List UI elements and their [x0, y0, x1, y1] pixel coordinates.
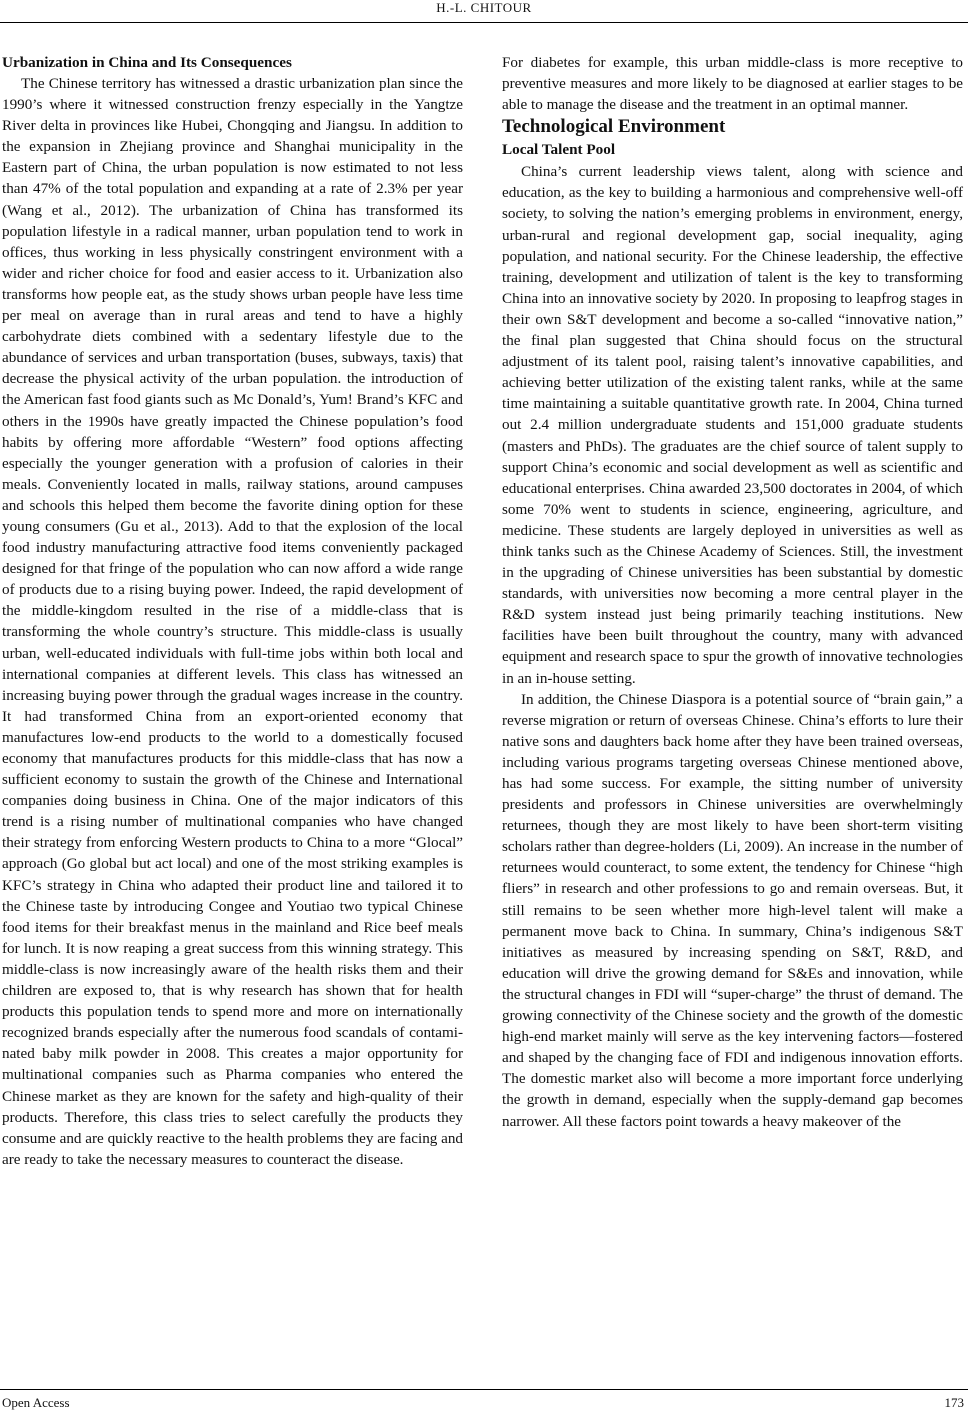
subheading-local-talent-pool: Local Talent Pool	[502, 141, 616, 159]
running-head: H.-L. CHITOUR	[436, 0, 532, 15]
body-paragraph: In addition, the Chinese Diaspora is a potential source of “brain gain,” a reverse migration or return of overseas Chinese. China’s efforts to lure their native sons and daughters back home after they have been trained overseas, including various programs targeting overseas Chinese mentioned above, has had some success. For example, the sitting number of university presidents and professors in Chinese universities are overwhelmingly returnees, though they are most likely to have been short-term visiting scholars rather than degree-holders (Li, 2009). An increase in the number of returnees would counteract, to some extent, the tendency for Chinese “high fliers” in research and other professions to go and remain overseas. But, it still remains to be seen whether more high-level talent will make a permanent move back to China. In summary, China’s indigenous S&T initiatives as measured by increasing spending on S&T, R&D, and education will drive the growing demand for S&Es and innovation, while the structural changes in FDI will “super-charge” the thrust of demand. The growing connectivity of the Chinese society and the growth of the domestic high-end market mainly will serve as the key intervening factors—fostered and shaped by the changing face of FDI and indigenous innovation efforts. The domestic market also will become a more important force underlying the growth in demand, especially when the supply-demand gap becomes narrower. All these factors point towards a heavy makeover of the	[502, 690, 963, 1130]
footer-journal-label: Open Access	[2, 1395, 70, 1410]
section-heading-urbanization: Urbanization in China and Its Consequences	[2, 54, 292, 71]
page-number: 173	[944, 1395, 964, 1410]
body-paragraph: China’s current leadership views talent, along with science and education, as the key to building a harmonious and comprehensive well-off society, to solving the nation’s emerging problems in environment, energy, urban-rural and regional development gap, social inequality, aging population, and national security. For the Chinese leadership, the effective training, development and utilization of talent is the key to transforming China into an innovative society by 2020. In proposing to leapfrog stages in their own S&T development and become a so-called “innovative nation,” the final plan suggested that China should focus on the structural adjustment of its talent pool, raising talent’s innovative capabilities, and achieving better utilization of the existing talent ranks, while at the same time maintaining a suitable quantitative growth rate. In 2004, China turned out 2.4 million undergraduate students and 151,000 graduate students (masters and PhDs). The graduates are the chief source of talent supply to support China’s economic and social development as well as scientific and educational enterprises. China awarded 23,500 doctorates in 2004, of which some 70% went to students in science, engineering, agriculture, and medicine. These students are largely deployed in universities as well as think tanks such as the Chinese Academy of Sciences. Still, the investment in the upgrading of Chinese universities has been substantial by domestic standards, with universities now becoming a more central player in the R&D system instead just being primarily teaching institutions. New facilities have been built throughout the country, many with advanced equipment and research space to spur the growth of innovative technologies in an in-house setting.	[502, 163, 963, 687]
body-paragraph: The Chinese territory has witnessed a drastic urbanization plan since the 1990’s where it witnessed construction frenzy especially in the Yangtze River delta in provinces like Hubei, Chongqing and Jiangsu. In addition to the expansion in Zhejiang province and Shanghai municipality in the Eastern part of China, the urban population is now estimated to not less than 47% of the total population and expanding at a rate of 2.3% per year (Wang et al., 2012). The urbanization of China has transformed its population lifestyle in a radical manner, urban population tend to work in offices, thus working in less physically constringent environment with a wider and richer choice for food and easier access to it. Urbanization also transforms how people eat, as the study shows urban people have less time per meal on average than in rural areas and tend to have a highly carbohydrate diets combined with a sedentary lifestyle due to the abundance of services and urban transportation (buses, subways, taxis) that decrease the physical activity of the urban population. the introduction of the American fast food giants such as Mc Donald’s, Yum! Brand’s KFC and others in the 1990s have greatly impacted the Chinese population’s food habits by offering more affordable “Western” food options affecting especially the younger generation with a profusion of calories in their meals. Conveniently located in malls, railway stations, around campuses and schools this helped them become the favorite dining option for these young consumers (Gu et al., 2013). Add to that the explosion of the local food industry manufacturing attractive food items conveniently packaged designed for that fringe of the population who can now afford a wide range of products due to a rising buying power. Indeed, the rapid development of the middle-kingdom resulted in the rise of a middle-class that is transforming the whole country’s structure. This middle-class is usually urban, well-educated individuals with full-time jobs within both local and international companies at different levels. This class has witnessed an increasing buying power through the gradual wages increase in the country. It had transformed China from an export-oriented economy that manufactures low-end products to the world to a domestically focused economy that manufactures products for this middle-class that has now a sufficient economy to sustain the growth of the Chinese and International companies doing business in China. One of the major indicators of this trend is a rising number of multinational companies who have changed their strategy from enforcing Western products to China to a more “Glocal” approach (Go global but act local) and one of the most striking examples is KFC’s strategy in China who adapted their product line and tailored it to the Chinese taste by introducing Congee and Youtiao two typical Chinese food items for their breakfast menus in the mainland and Rice beef meals for lunch. It is now reaping a great success from this winning strategy. This middle-class is now increasingly aware of the health risks them and their children are exposed to, that is why research has shown that for health products this population tends to spend more and more on internationally recognized brands especially after the numerous food scandals of contaminated baby milk powder in 2008. This creates a major opportunity for multinational companies such as Pharma companies who entered the Chinese market as they are known for the safety and high-quality of their products. Therefore, this class tries to select carefully the products they consume and are quickly reactive to the health problems they are facing and are ready to take the necessary measures to counteract the disease.	[2, 75, 463, 1168]
section-heading-technological-environment: Technological Environment	[502, 116, 726, 138]
body-paragraph-continuation: For diabetes for example, this urban middle-class is more receptive to preventive measures and more likely to be diagnosed at earlier stages to be able to manage the disease and the treatment in an optimal manner.	[502, 54, 963, 114]
footer-rule	[0, 1389, 968, 1390]
header-rule	[0, 22, 968, 23]
left-column	[2, 52, 463, 1170]
right-column	[502, 52, 963, 1132]
